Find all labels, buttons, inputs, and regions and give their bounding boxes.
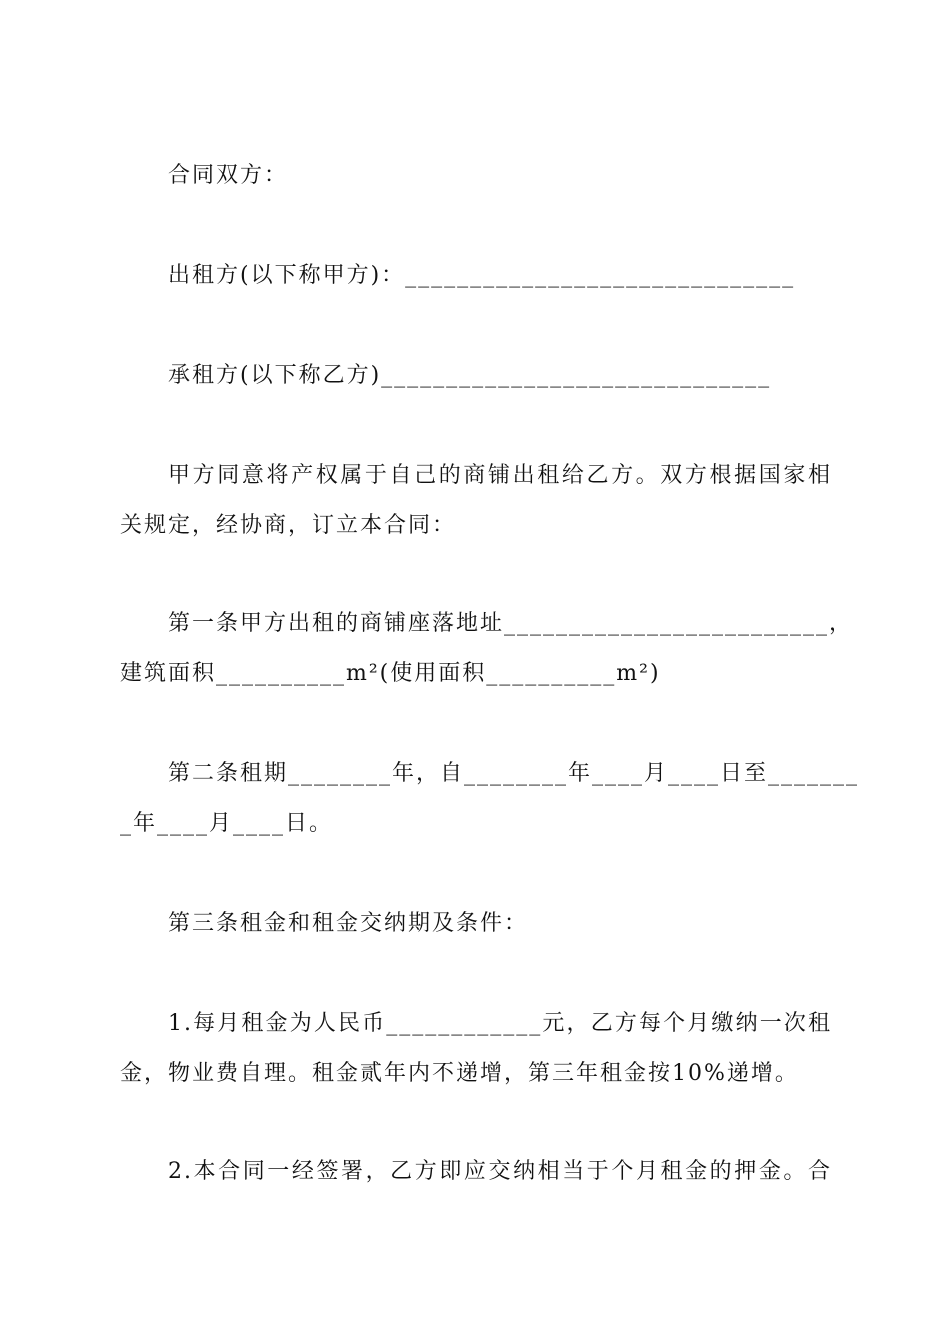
clause-1-line-1: 1.每月租金为人民币____________元，乙方每个月缴纳一次租	[168, 1011, 832, 1036]
article-2-line-2: _年____月____日。	[120, 811, 334, 836]
article-3-heading: 第三条租金和租金交纳期及条件：	[168, 911, 529, 936]
intro-line-1: 甲方同意将产权属于自己的商铺出租给乙方。双方根据国家相	[168, 463, 832, 488]
article-2-line-1: 第二条租期________年，自________年____月____日至_______	[168, 761, 860, 786]
parties-heading: 合同双方：	[168, 163, 289, 188]
intro-line-2: 关规定，经协商，订立本合同：	[120, 513, 457, 538]
article-1-line-2: 建筑面积__________m²(使用面积__________m²)	[120, 661, 661, 686]
lessor-line: 出租方(以下称甲方)：______________________________	[168, 263, 796, 288]
clause-1-line-2: 金，物业费自理。租金贰年内不递增，第三年租金按10%递增。	[120, 1061, 799, 1086]
lessee-line: 承租方(以下称乙方)______________________________	[168, 363, 772, 388]
article-1-line-1: 第一条甲方出租的商铺座落地址_________________________，	[168, 611, 854, 636]
clause-2-line-1: 2.本合同一经签署，乙方即应交纳相当于个月租金的押金。合	[168, 1159, 832, 1184]
